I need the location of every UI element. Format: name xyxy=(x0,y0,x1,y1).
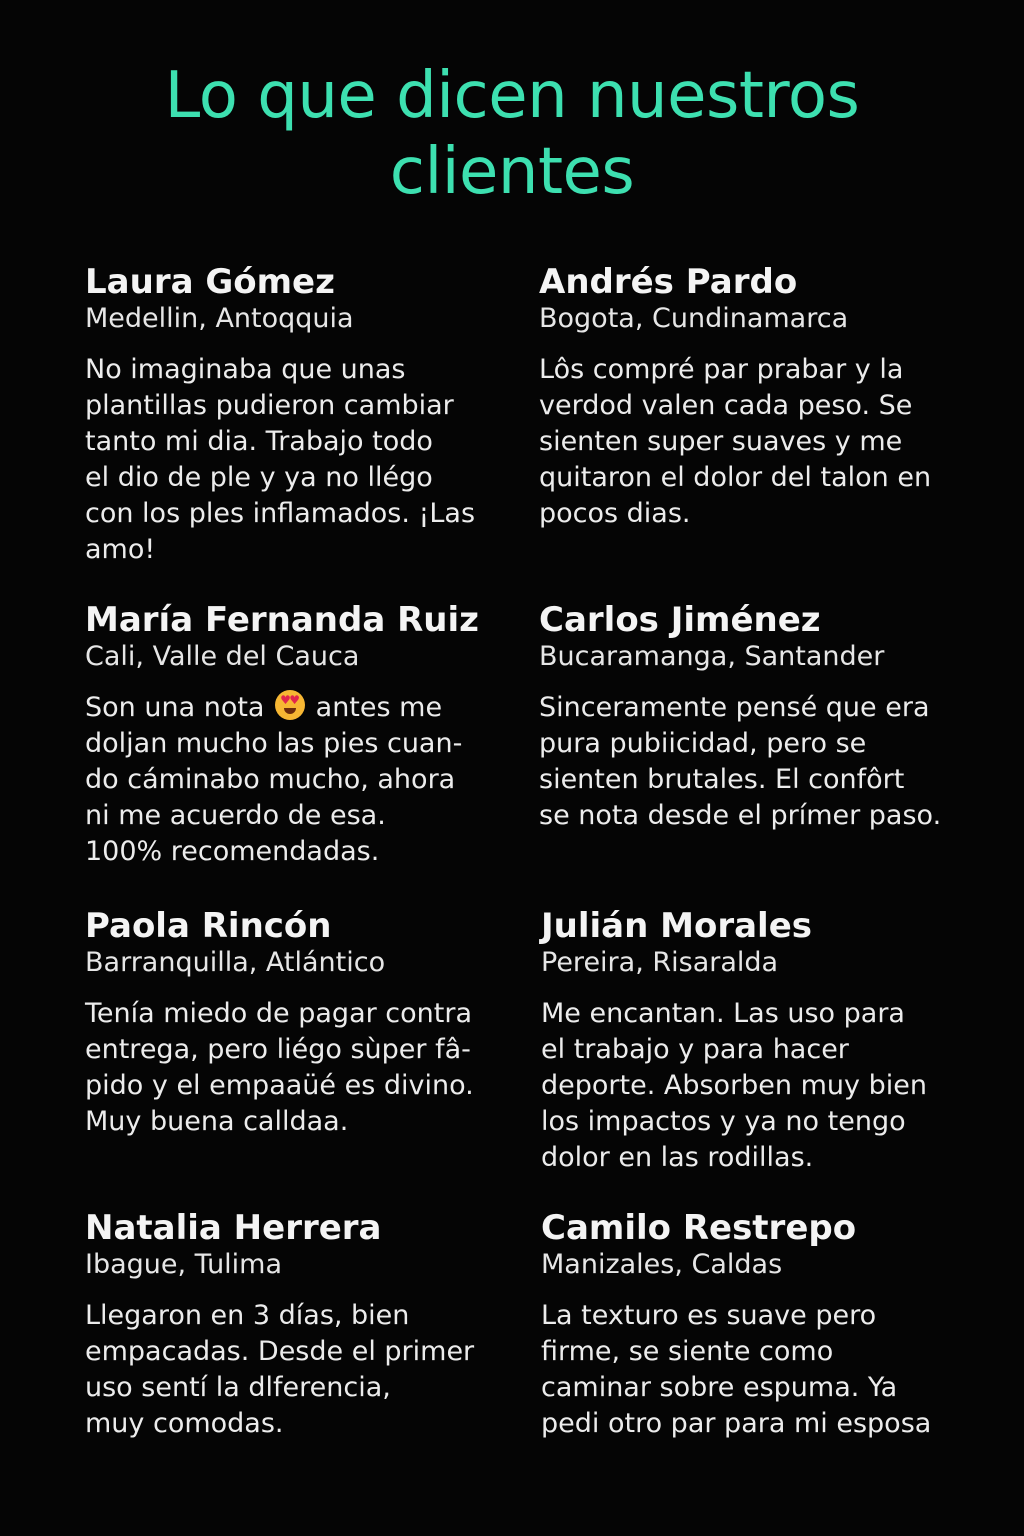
testimonial-card xyxy=(539,600,959,834)
customer-name: Andrés Pardo xyxy=(539,262,798,302)
heart-eyes-emoji-icon xyxy=(275,690,305,720)
testimonial-card xyxy=(85,906,505,1140)
testimonial-card xyxy=(85,1208,505,1442)
customer-name: Carlos Jiménez xyxy=(539,600,821,640)
customer-location: Barranquilla, Atlántico xyxy=(85,947,386,978)
testimonial-card xyxy=(541,906,961,1176)
testimonial-text: Sinceramente pensé que era pura pubiicidad, pero se sienten brutales. El confôrt se nota desde el prímer paso. xyxy=(539,692,942,831)
testimonial-text: No imaginaba que unas plantillas pudieron cambiar tanto mi dia. Trabajo todo el dio de ple y ya no llégo con los ples inflamados. ¡Las amo! xyxy=(85,354,476,565)
customer-location: Bogota, Cundinamarca xyxy=(539,303,849,334)
customer-name: Laura Gómez xyxy=(85,262,335,302)
testimonial-card xyxy=(85,262,505,568)
customer-location: Medellin, Antoqquia xyxy=(85,303,354,334)
testimonial-text: Tenía miedo de pagar contra entrega, pero liégo sùper fâ- pido y el empaaüé es divino. Muy buena calldaa. xyxy=(85,998,474,1137)
testimonial-text xyxy=(85,690,505,870)
testimonial-card xyxy=(541,1208,961,1442)
testimonial-text: Lôs compré par prabar y la verdod valen cada peso. Se sienten super suaves y me quitaron el dolor del talon en pocos dias. xyxy=(539,354,932,529)
testimonial-text: Me encantan. Las uso para el trabajo y para hacer deporte. Absorben muy bien los impactos y ya no tengo dolor en las rodillas. xyxy=(541,998,927,1173)
customer-location: Bucaramanga, Santander xyxy=(539,641,885,672)
customer-name: María Fernanda Ruiz xyxy=(85,600,479,640)
customer-name: Paola Rincón xyxy=(85,906,332,946)
customer-location: Manizales, Caldas xyxy=(541,1249,783,1280)
testimonial-text: La texturo es suave pero firme, se siente como caminar sobre espuma. Ya pedi otro par para mi esposa xyxy=(541,1300,932,1439)
customer-location: Cali, Valle del Cauca xyxy=(85,641,360,672)
customer-location: Pereira, Risaralda xyxy=(541,947,779,978)
page-title: Lo que dicen nuestros clientes xyxy=(164,59,860,209)
testimonial-text-start: Son una nota xyxy=(85,692,274,723)
customer-name: Julián Morales xyxy=(541,906,813,946)
testimonial-card xyxy=(85,600,505,870)
testimonial-text: Llegaron en 3 días, bien empacadas. Desde el primer uso sentí la dlferencia, muy comodas. xyxy=(85,1300,475,1439)
customer-name: Camilo Restrepo xyxy=(541,1208,857,1248)
customer-name: Natalia Herrera xyxy=(85,1208,382,1248)
testimonial-card xyxy=(539,262,959,532)
testimonial-text-end: antes me doljan mucho las pies cuan- do cáminabo mucho, ahora ni me acuerdo de esa. 100% recomendadas. xyxy=(85,692,463,867)
customer-location: Ibague, Tulima xyxy=(85,1249,283,1280)
